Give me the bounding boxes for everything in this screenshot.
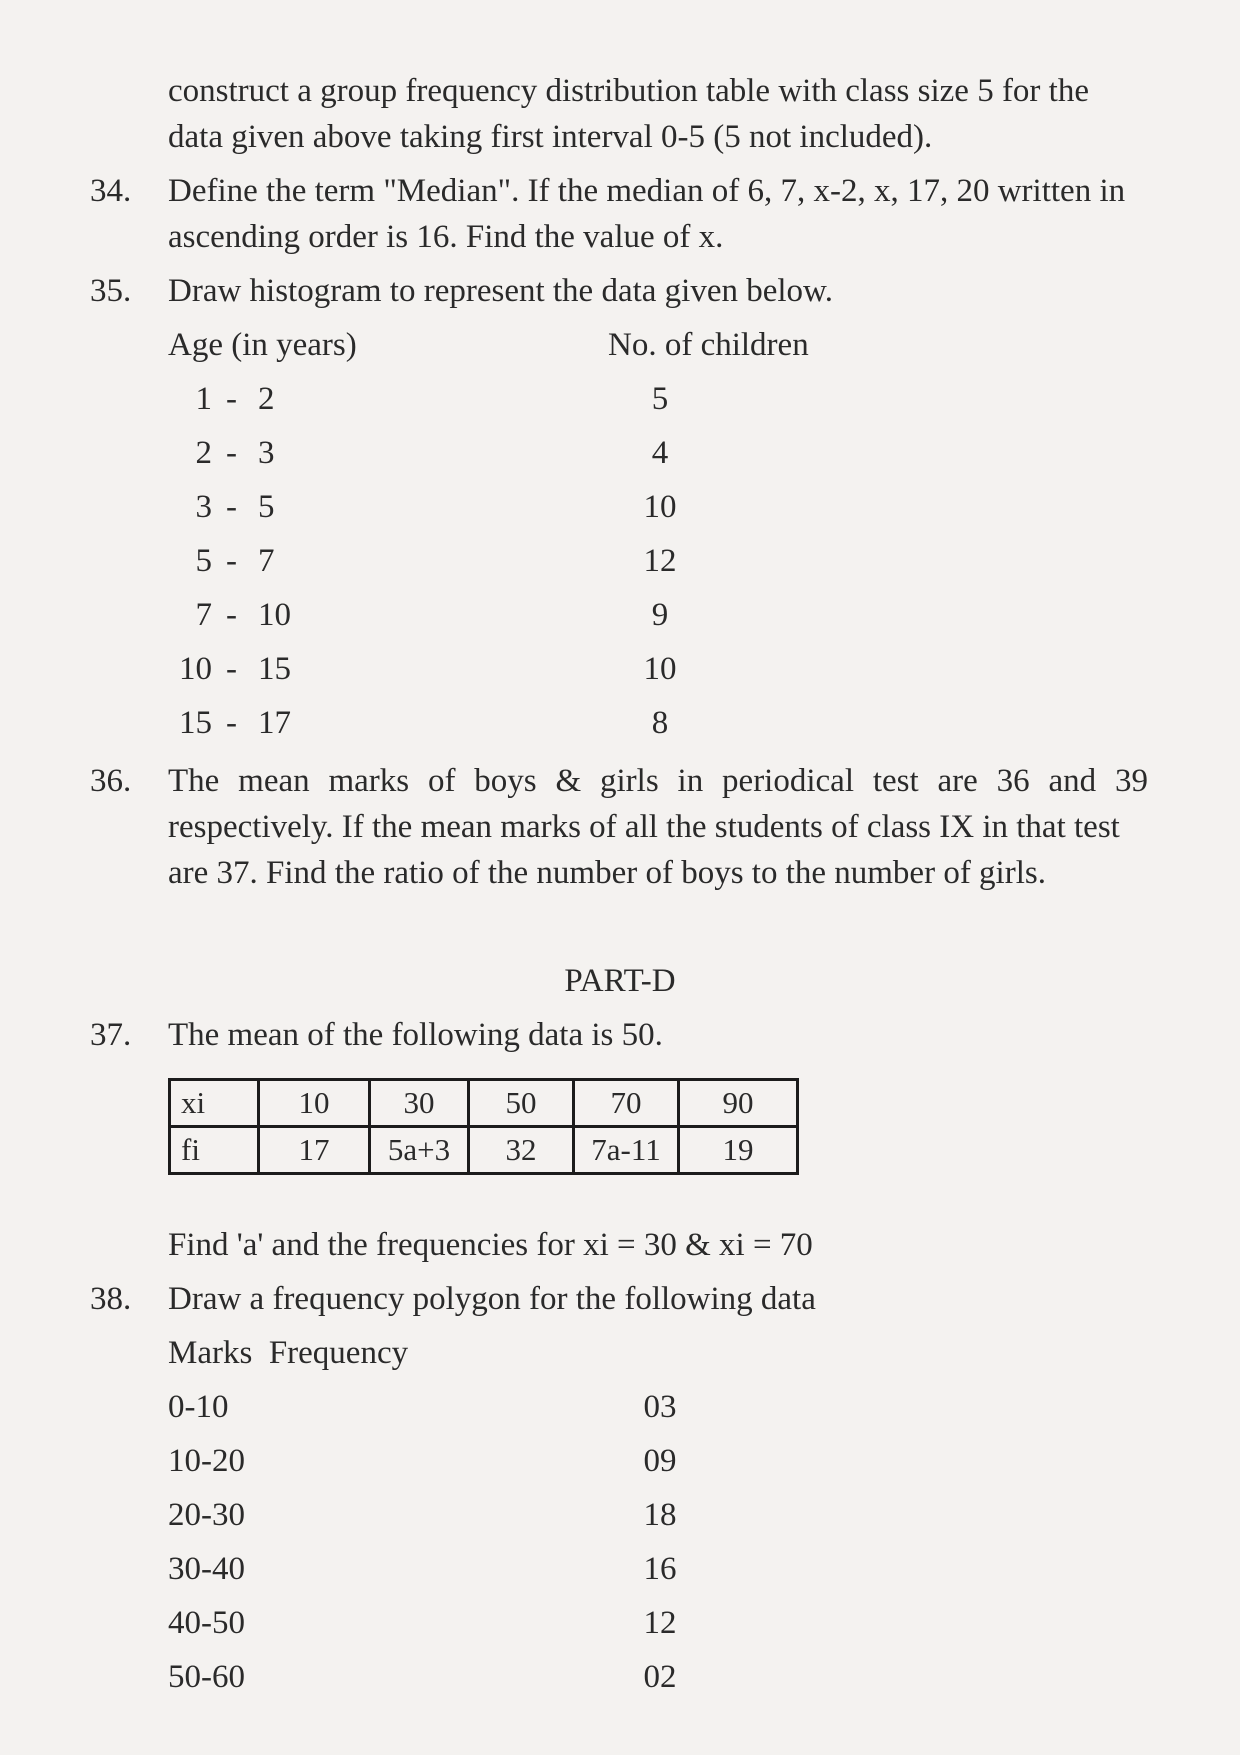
q34-line-2: ascending order is 16. Find the value of x. bbox=[168, 219, 724, 255]
fi-row bbox=[170, 1127, 798, 1174]
marks-frequency: 09 bbox=[643, 1443, 677, 1479]
age-to: 2 bbox=[258, 381, 275, 417]
age-from: 10 bbox=[179, 651, 212, 687]
marks-frequency: 02 bbox=[643, 1659, 677, 1695]
fi-cell: 17 bbox=[259, 1127, 370, 1174]
age-from: 1 bbox=[195, 381, 212, 417]
xi-cell: 10 bbox=[259, 1080, 370, 1127]
marks-frequency: 12 bbox=[643, 1605, 677, 1641]
marks-range: 40-50 bbox=[168, 1605, 245, 1641]
age-to: 5 bbox=[258, 489, 275, 525]
q37-followup: Find 'a' and the frequencies for xi = 30 & xi = 70 bbox=[168, 1227, 813, 1263]
age-to: 7 bbox=[258, 543, 275, 579]
fi-cell: 32 bbox=[469, 1127, 574, 1174]
fi-cell: 5a+3 bbox=[370, 1127, 469, 1174]
q35-col-age: Age (in years) bbox=[168, 327, 357, 363]
age-to: 3 bbox=[258, 435, 275, 471]
children-count: 10 bbox=[643, 489, 677, 525]
age-from: 7 bbox=[195, 597, 212, 633]
q36-line-3: are 37. Find the ratio of the number of boys to the number of girls. bbox=[168, 855, 1046, 891]
age-dash: - bbox=[226, 435, 237, 471]
q35-text: Draw histogram to represent the data given below. bbox=[168, 273, 833, 309]
part-d-heading: PART-D bbox=[564, 963, 676, 999]
fi-cell: 19 bbox=[679, 1127, 798, 1174]
marks-range: 0-10 bbox=[168, 1389, 229, 1425]
q36-text bbox=[168, 758, 1148, 896]
age-dash: - bbox=[226, 705, 237, 741]
q34-text bbox=[168, 168, 1148, 260]
q36-number: 36. bbox=[90, 763, 132, 799]
q38-number: 38. bbox=[90, 1281, 132, 1317]
marks-frequency: 18 bbox=[643, 1497, 677, 1533]
age-to: 10 bbox=[258, 597, 291, 633]
age-dash: - bbox=[226, 489, 237, 525]
age-from: 3 bbox=[195, 489, 212, 525]
q37-number: 37. bbox=[90, 1017, 132, 1053]
children-count: 12 bbox=[643, 543, 677, 579]
children-count: 10 bbox=[643, 651, 677, 687]
children-count: 9 bbox=[651, 597, 669, 633]
children-count: 5 bbox=[651, 381, 669, 417]
age-dash: - bbox=[226, 597, 237, 633]
q37-table bbox=[168, 1078, 799, 1175]
age-to: 15 bbox=[258, 651, 291, 687]
fi-cell: fi bbox=[170, 1127, 259, 1174]
age-to: 17 bbox=[258, 705, 291, 741]
q36-line-2: respectively. If the mean marks of all the students of class IX in that test bbox=[168, 809, 1120, 845]
q38-header: Marks Frequency bbox=[168, 1335, 409, 1371]
q35-col-children: No. of children bbox=[608, 327, 809, 363]
intro-text bbox=[168, 68, 1148, 160]
age-dash: - bbox=[226, 381, 237, 417]
intro-line-2: data given above taking first interval 0-5 (5 not included). bbox=[168, 119, 933, 155]
marks-frequency: 16 bbox=[643, 1551, 677, 1587]
xi-cell: 30 bbox=[370, 1080, 469, 1127]
intro-line-1: construct a group frequency distribution table with class size 5 for the bbox=[168, 73, 1089, 109]
age-from: 2 bbox=[195, 435, 212, 471]
children-count: 8 bbox=[651, 705, 669, 741]
q38-text: Draw a frequency polygon for the following data bbox=[168, 1281, 816, 1317]
children-count: 4 bbox=[651, 435, 669, 471]
q34-number: 34. bbox=[90, 173, 132, 209]
xi-cell: 50 bbox=[469, 1080, 574, 1127]
age-dash: - bbox=[226, 651, 237, 687]
q37-text: The mean of the following data is 50. bbox=[168, 1017, 663, 1053]
age-from: 15 bbox=[179, 705, 212, 741]
xi-cell: 70 bbox=[574, 1080, 679, 1127]
marks-range: 50-60 bbox=[168, 1659, 245, 1695]
marks-frequency: 03 bbox=[643, 1389, 677, 1425]
fi-cell: 7a-11 bbox=[574, 1127, 679, 1174]
marks-range: 10-20 bbox=[168, 1443, 245, 1479]
age-from: 5 bbox=[195, 543, 212, 579]
xi-cell: 90 bbox=[679, 1080, 798, 1127]
xi-cell: xi bbox=[170, 1080, 259, 1127]
q35-number: 35. bbox=[90, 273, 132, 309]
q34-line-1: Define the term "Median". If the median of 6, 7, x-2, x, 17, 20 written in bbox=[168, 173, 1126, 209]
xi-row bbox=[170, 1080, 798, 1127]
q36-line-1: The mean marks of boys & girls in periodical test are 36 and 39 bbox=[168, 763, 1148, 799]
marks-range: 20-30 bbox=[168, 1497, 245, 1533]
age-dash: - bbox=[226, 543, 237, 579]
marks-range: 30-40 bbox=[168, 1551, 245, 1587]
